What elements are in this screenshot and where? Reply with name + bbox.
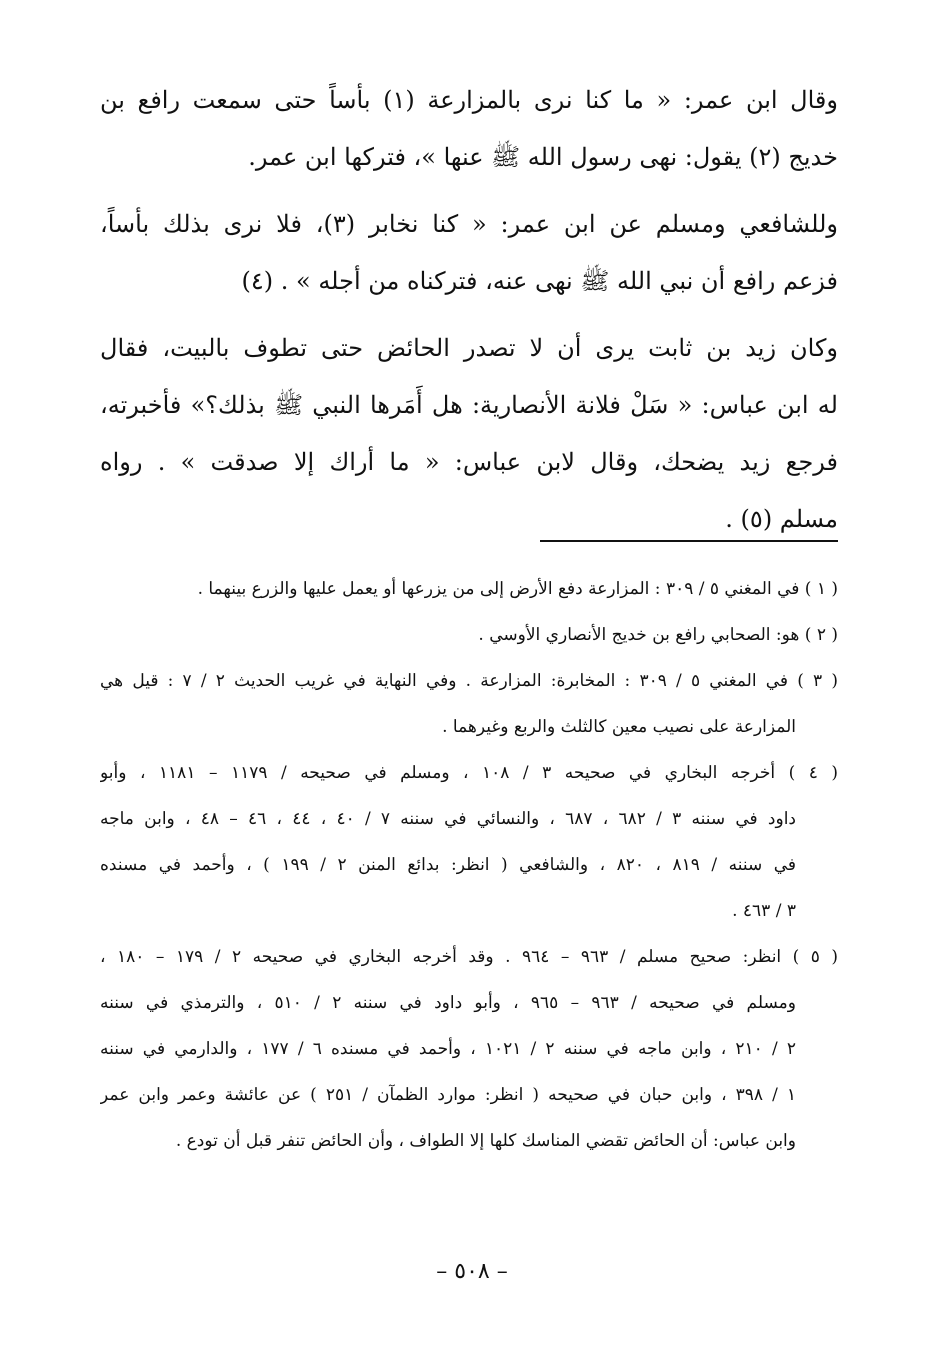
footnote-4 bbox=[100, 750, 838, 934]
footnote-line: ( ٤ ) أخرجه البخاري في صحيحه ٣ / ١٠٨ ، ومسلم في صحيحه / ١١٧٩ – ١١٨١ ، وأبو bbox=[100, 763, 838, 783]
footnote-3 bbox=[100, 658, 838, 750]
footnote-line: داود في سننه ٣ / ٦٨٢ ، ٦٨٧ ، والنسائي في سننه ٧ / ٤٠ ، ٤٤ ، ٤٦ – ٤٨ ، وابن ماجه bbox=[100, 809, 797, 829]
text-line: مسلم (٥) . bbox=[725, 505, 838, 533]
text-line: وللشافعي ومسلم عن ابن عمر: « كنا نخابر (٣)، فلا نرى بذلك بأساً، bbox=[100, 210, 838, 238]
footnote-line: ٢ / ٢١٠ ، وابن ماجه في سننه ٢ / ١٠٢١ ، وأحمد في مسنده ٦ / ١٧٧ ، والدارمي في سننه bbox=[100, 1039, 796, 1059]
main-text bbox=[100, 72, 838, 558]
footnote-line: ١ / ٣٩٨ ، وابن حبان في صحيحه ( انظر: موارد الظمآن / ٢٥١ ) عن عائشة وعمر وابن عمر bbox=[100, 1085, 796, 1105]
footnote-line: ٣ / ٤٦٣ . bbox=[732, 901, 796, 921]
text-line: فزعم رافع أن نبي الله ﷺ نهى عنه، فتركناه من أجله » . (٤) bbox=[241, 267, 838, 295]
text-line: خديج (٢) يقول: نهى رسول الله ﷺ عنها »، فتركها ابن عمر. bbox=[248, 143, 838, 171]
text-line: فرجع زيد يضحك، وقال لابن عباس: « ما أراك إلا صدقت » . رواه bbox=[100, 448, 838, 476]
text-line: وقال ابن عمر: « ما كنا نرى بالمزارعة (١) بأساً حتى سمعت رافع بن bbox=[100, 86, 838, 114]
footnote-line: وابن عباس: أن الحائض تقضي المناسك كلها إلا الطواف ، وأن الحائض تنفر قبل أن تودع . bbox=[175, 1131, 796, 1151]
footnote-5 bbox=[100, 934, 838, 1164]
footnote-separator bbox=[540, 540, 838, 542]
footnote-2 bbox=[100, 612, 838, 658]
footnote-line: ( ١ ) في المغني ٥ / ٣٠٩ : المزارعة دفع الأرض إلى من يزرعها أو يعمل عليها والزرع بينهما . bbox=[197, 579, 838, 599]
footnote-line: ( ٢ ) هو: الصحابي رافع بن خديج الأنصاري الأوسي . bbox=[478, 625, 838, 645]
footnote-line: في سننه / ٨١٩ ، ٨٢٠ ، والشافعي ( انظر: بدائع المنن ٢ / ١٩٩ ) ، وأحمد في مسنده bbox=[100, 855, 796, 875]
footnotes bbox=[100, 566, 838, 1164]
footnote-line: ( ٥ ) انظر: صحيح مسلم / ٩٦٣ – ٩٦٤ . وقد أخرجه البخاري في صحيحه ٢ / ١٧٩ – ١٨٠ ، bbox=[100, 947, 838, 967]
footnote-1 bbox=[100, 566, 838, 612]
footnote-line: ( ٣ ) في المغني ٥ / ٣٠٩ : المخابرة: المزارعة . وفي النهاية في غريب الحديث ٢ / ٧ : قيل هي bbox=[100, 671, 838, 691]
paragraph-shafii-muslim bbox=[100, 196, 838, 310]
footnote-line: المزارعة على نصيب معين كالثلث والربع وغيرهما . bbox=[442, 717, 796, 737]
paragraph-zaid-ibn-thabit bbox=[100, 320, 838, 548]
page-number: – ٥٠٨ – bbox=[436, 1259, 508, 1284]
paragraph-ibn-umar-muzaraa bbox=[100, 72, 838, 186]
text-line: له ابن عباس: « سَلْ فلانة الأنصارية: هل أَمَرها النبي ﷺ بذلك؟» فأخبرته، bbox=[100, 391, 838, 419]
footnote-line: ومسلم في صحيحه / ٩٦٣ – ٩٦٥ ، وأبو داود في سننه ٢ / ٥١٠ ، والترمذي في سننه bbox=[100, 993, 796, 1013]
text-line: وكان زيد بن ثابت يرى أن لا تصدر الحائض حتى تطوف بالبيت، فقال bbox=[100, 334, 838, 362]
